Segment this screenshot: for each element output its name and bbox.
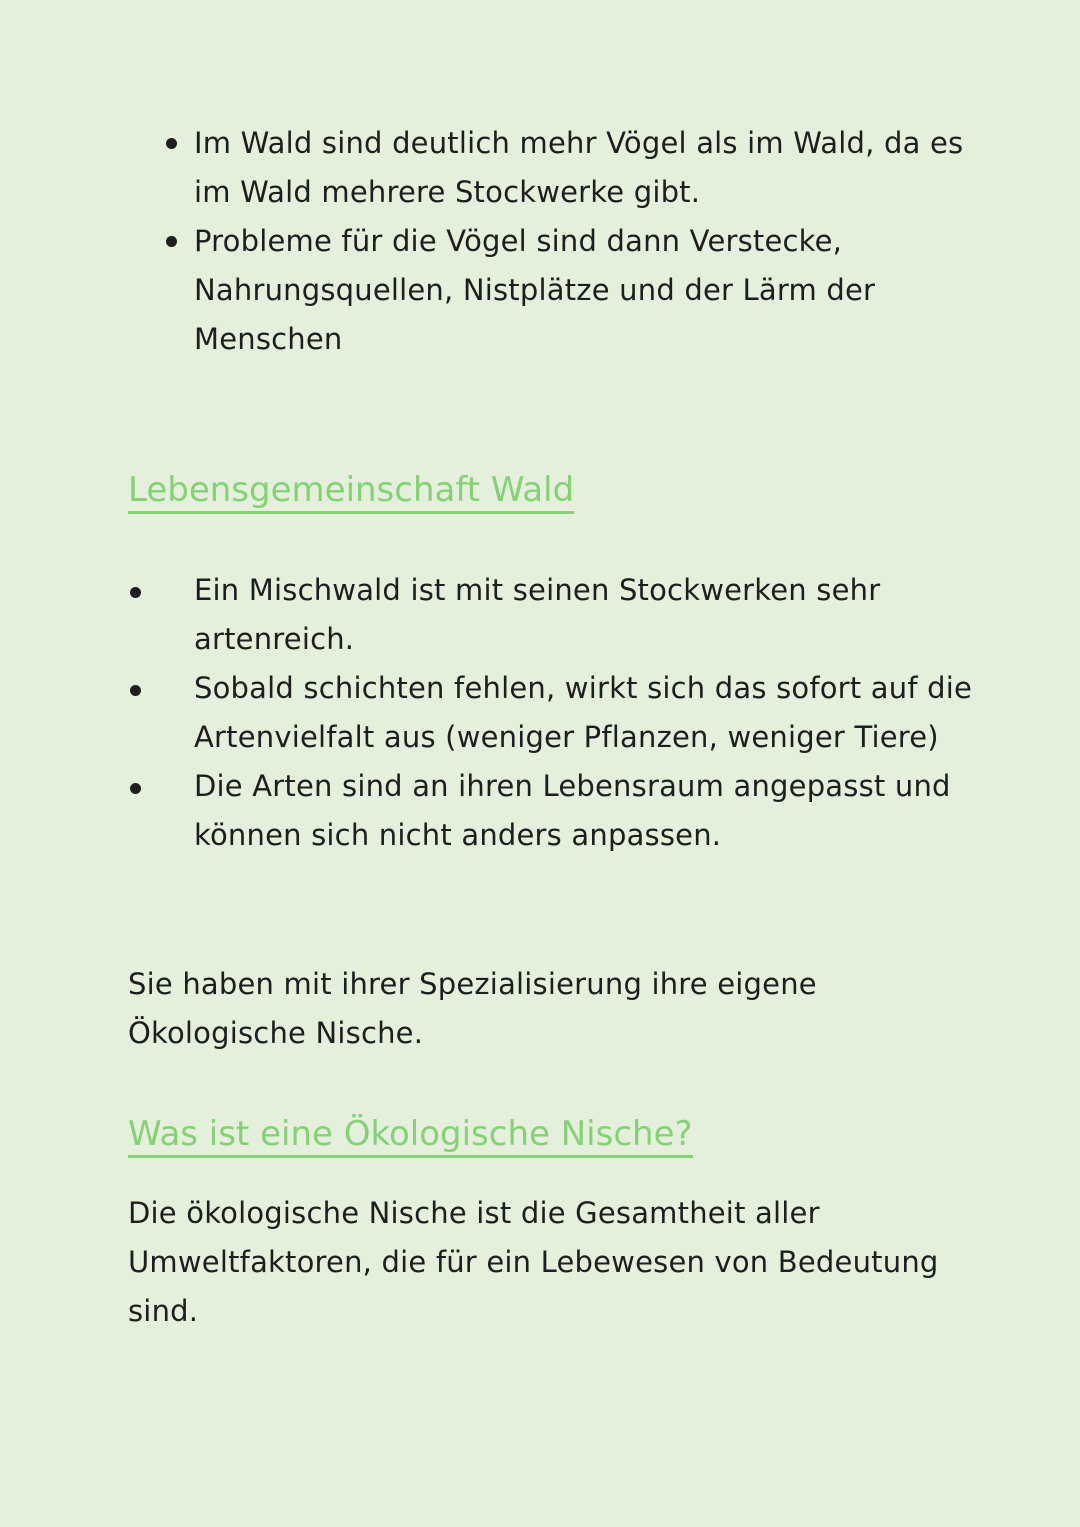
- list-item: [194, 217, 994, 364]
- section-heading-nische: [128, 1112, 693, 1156]
- section2-paragraph: Die ökologische Nische ist die Gesamtheit aller Umweltfaktoren, die für ein Lebewesen von Bedeutung sind.: [128, 1196, 939, 1328]
- bullet-icon: [130, 685, 141, 696]
- heading-text: Was ist eine Ökologische Nische?: [128, 1114, 693, 1158]
- list-item: [194, 119, 994, 217]
- bullet-text: Probleme für die Vögel sind dann Verstecke, Nahrungsquellen, Nistplätze und der Lärm der Menschen: [194, 224, 876, 356]
- bullet-icon: [130, 587, 141, 598]
- bullet-text: Ein Mischwald ist mit seinen Stockwerken sehr artenreich.: [194, 573, 881, 656]
- intro-bullet-list: [194, 119, 994, 364]
- section-heading-lebensgemeinschaft: [128, 468, 574, 512]
- section1-bullet-list: [194, 566, 974, 860]
- bullet-text: Die Arten sind an ihren Lebensraum angepasst und können sich nicht anders anpassen.: [194, 769, 951, 852]
- bullet-icon: [130, 783, 141, 794]
- heading-text: Lebensgemeinschaft Wald: [128, 470, 574, 514]
- list-item: [194, 664, 974, 762]
- bullet-icon: [166, 138, 177, 149]
- bullet-text: Sobald schichten fehlen, wirkt sich das sofort auf die Artenvielfalt aus (weniger Pflanzen, weniger Tiere): [194, 671, 973, 754]
- bullet-icon: [166, 236, 177, 247]
- list-item: [194, 566, 974, 664]
- section1-paragraph: Sie haben mit ihrer Spezialisierung ihre eigene Ökologische Nische.: [128, 967, 817, 1050]
- bullet-text: Im Wald sind deutlich mehr Vögel als im Wald, da es im Wald mehrere Stockwerke gibt.: [194, 126, 964, 209]
- list-item: [194, 762, 974, 860]
